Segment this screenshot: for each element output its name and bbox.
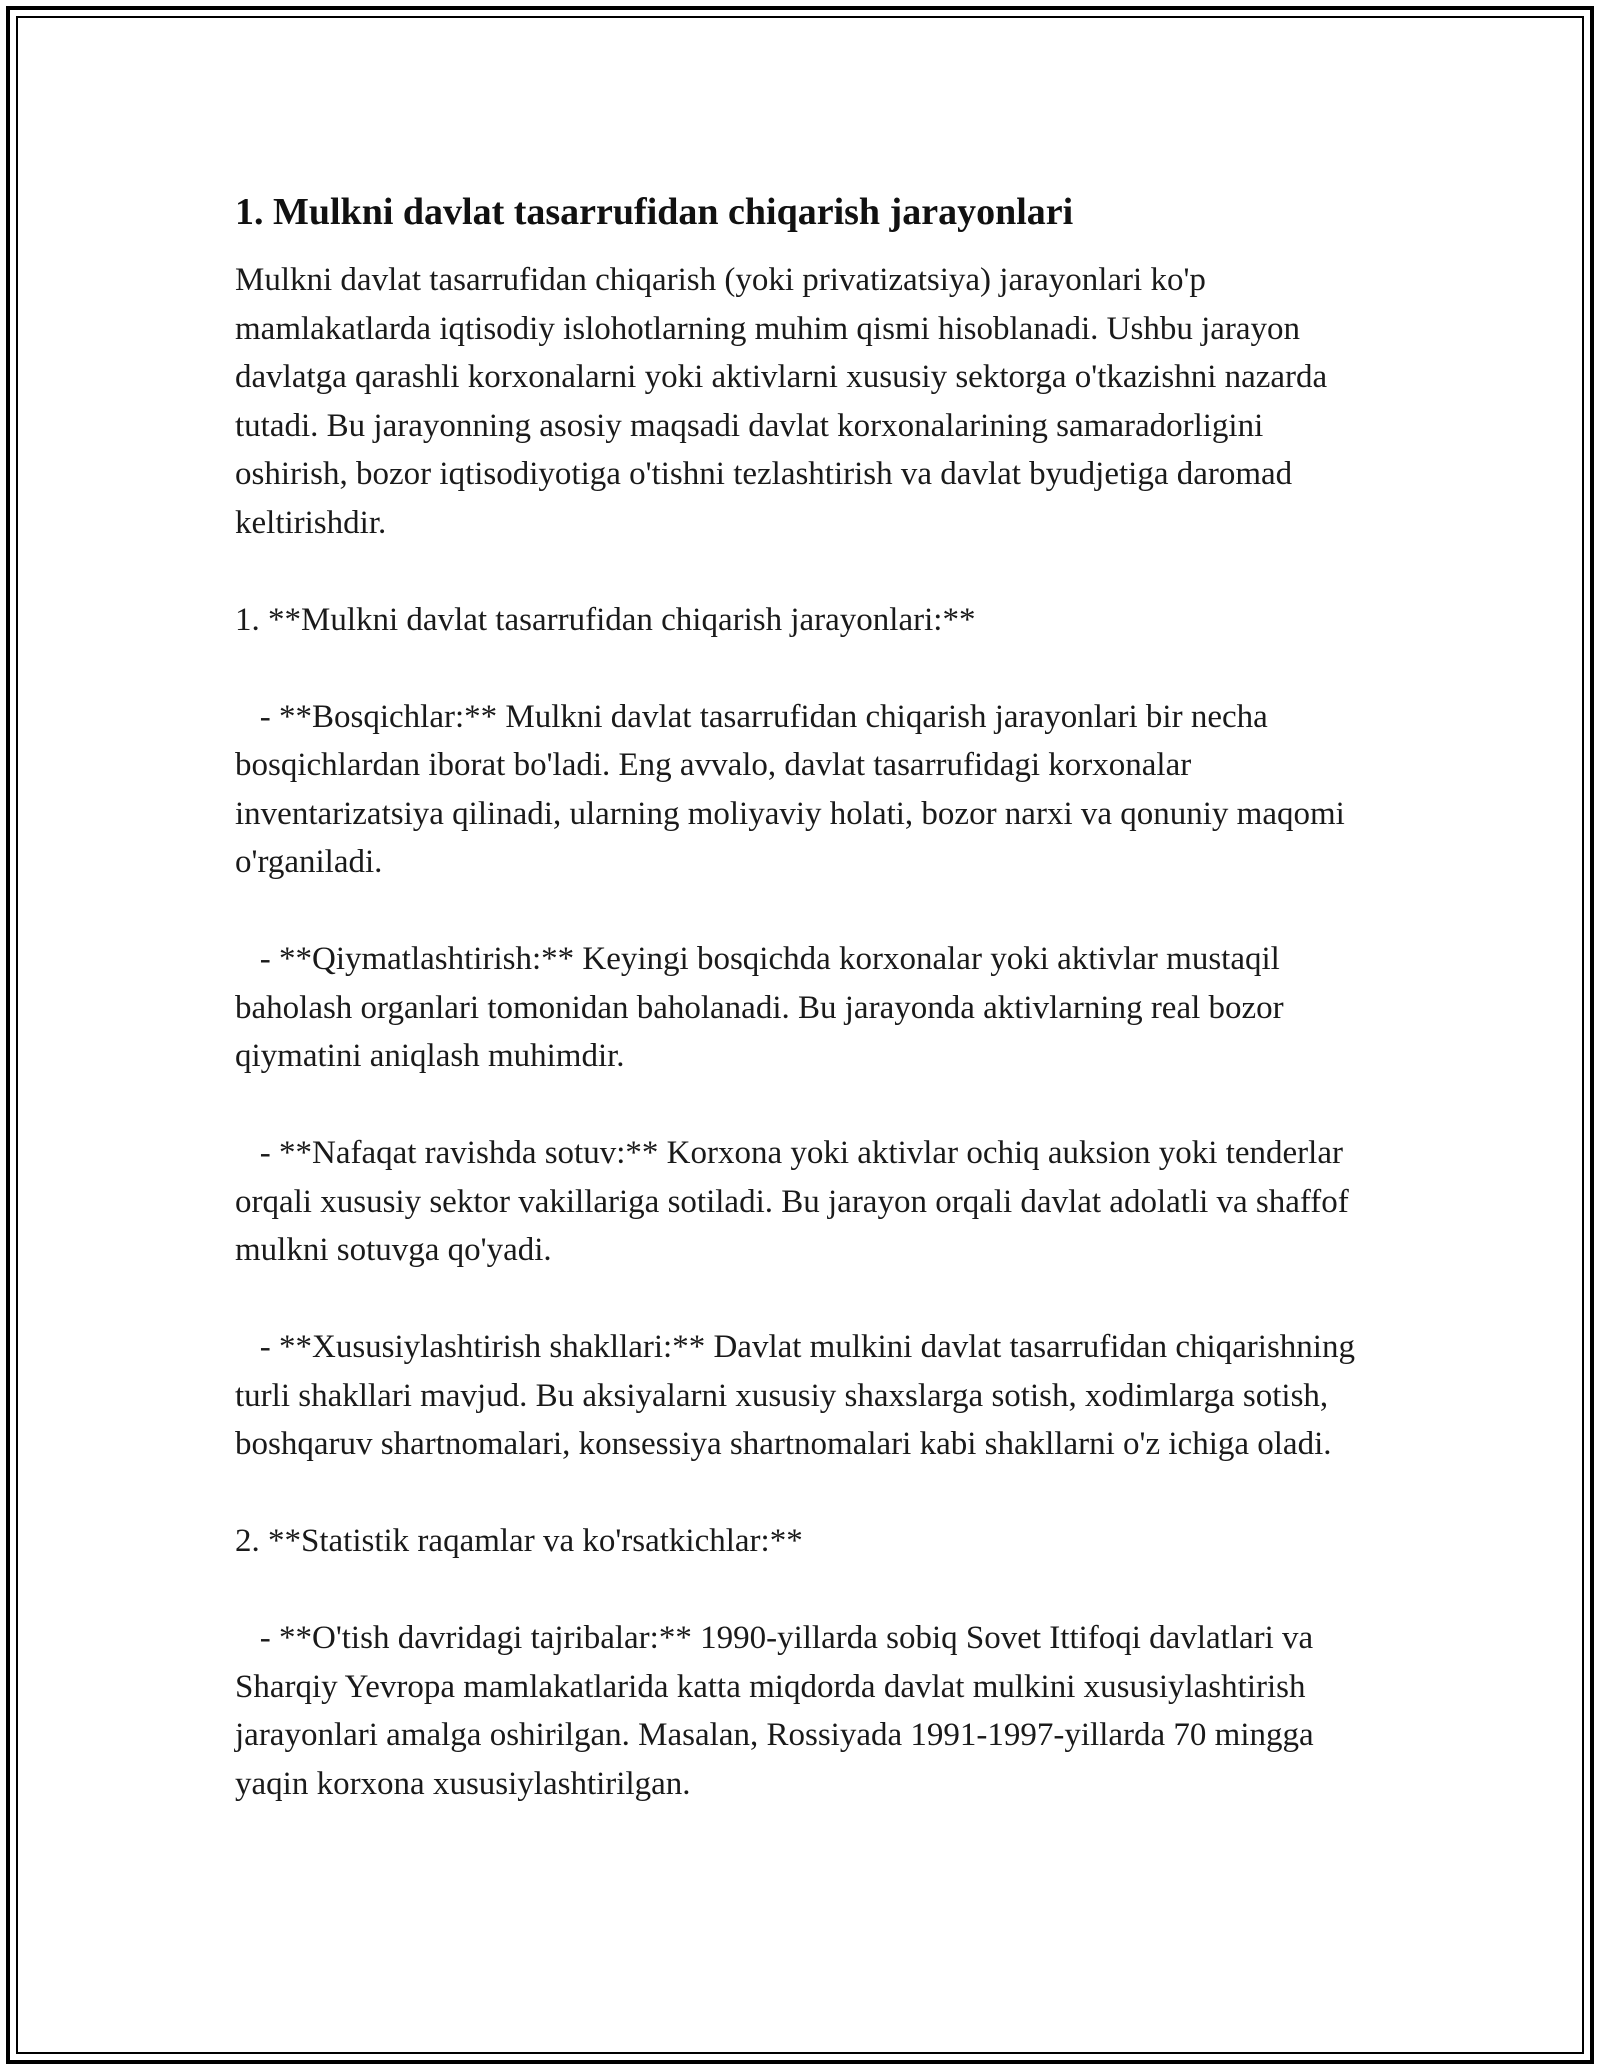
document-title: 1. Mulkni davlat tasarrufidan chiqarish jarayonlari — [235, 191, 1074, 233]
list-item-valuation: - **Qiymatlashtirish:** Keyingi bosqichda korxonalar yoki aktivlar mustaqil baholash organlari tomonidan baholanadi. Bu jarayonda aktivlarning real bozor qiymatini aniqlash muhimdir. — [235, 941, 1292, 1074]
intro-paragraph: Mulkni davlat tasarrufidan chiqarish (yoki privatizatsiya) jarayonlari ko'p mamlakatlarda iqtisodiy islohotlarning muhim qismi hisoblanadi. Ushbu jarayon davlatga qarashli korxonalarni yoki aktivlarni xususiy sektorga o'tkazishni nazarda tutadi. Bu jarayonning asosiy maqsadi davlat korxonalarining samaradorligini oshirish, bozor iqtisodiyotiga o'tishni tezlashtirish va davlat byudjetiga daromad keltirishdir. — [235, 262, 1336, 541]
list-item-forms: - **Xususiylashtirish shakllari:** Davlat mulkini davlat tasarrufidan chiqarishning turli shakllari mavjud. Bu aksiyalarni xususiy shaxslarga sotish, xodimlarga sotish, boshqaruv shartnomalari, konsessiya shartnomalari kabi shakllarni o'z ichiga oladi. — [235, 1329, 1364, 1462]
section-heading-processes: 1. **Mulkni davlat tasarrufidan chiqarish jarayonlari:** — [235, 601, 976, 638]
list-item-sale: - **Nafaqat ravishda sotuv:** Korxona yoki aktivlar ochiq auksion yoki tenderlar orqali xususiy sektor vakillariga sotiladi. Bu jarayon orqali davlat adolatli va shaffof mulkni sotuvga qo'yadi. — [235, 1135, 1358, 1268]
document-body — [235, 186, 1370, 1808]
list-item-transition: - **O'tish davridagi tajribalar:** 1990-yillarda sobiq Sovet Ittifoqi davlatlari va Sharqiy Yevropa mamlakatlarida katta miqdorda davlat mulkini xususiylashtirish jarayonlari amalga oshirilgan. Masalan, Rossiyada 1991-1997-yillarda 70 mingga yaqin korxona xususiylashtirilgan. — [235, 1620, 1322, 1802]
section-heading-statistics: 2. **Statistik raqamlar va ko'rsatkichlar:** — [235, 1523, 803, 1559]
list-item-stages: - **Bosqichlar:** Mulkni davlat tasarrufidan chiqarish jarayonlari bir necha bosqichlardan iborat bo'ladi. Eng avvalo, davlat tasarrufidagi korxonalar inventarizatsiya qilinadi, ularning moliyaviy holati, bozor narxi va qonuniy maqomi o'rganiladi. — [235, 698, 1354, 880]
